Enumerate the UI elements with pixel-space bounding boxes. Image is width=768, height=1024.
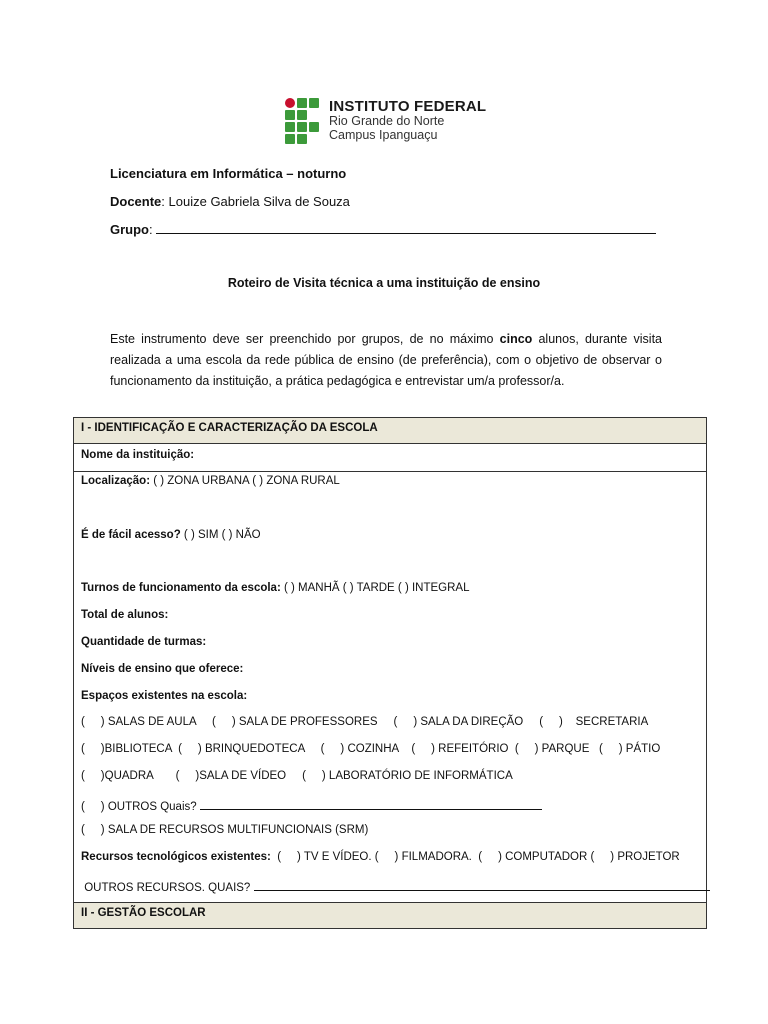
total-students-field[interactable]: Total de alunos: xyxy=(81,609,169,621)
institution-logo xyxy=(285,92,495,150)
group-blank-line[interactable] xyxy=(156,221,656,234)
spaces-label: Espaços existentes na escola: xyxy=(81,690,248,702)
group-line: Grupo: xyxy=(110,221,658,237)
spaces-options-row-3[interactable]: ( )QUADRA ( )SALA DE VÍDEO ( ) LABORATÓRIO DE INFORMÁTICA xyxy=(81,770,513,782)
intro-paragraph: Este instrumento deve ser preenchido por grupos, de no máximo cinco alunos, durante visita realizada a uma escola da rede pública de ensino (de preferência), com o objetivo de observar o funcionamento da instituição, a prática pedagógica e entrevistar um/a professor/a. xyxy=(110,332,662,388)
location-row[interactable]: Localização: ( ) ZONA URBANA ( ) ZONA RURAL xyxy=(81,475,340,487)
logo-title: INSTITUTO FEDERAL xyxy=(329,98,487,115)
other-resources-blank-line xyxy=(254,878,710,891)
tech-resources-row[interactable]: Recursos tecnológicos existentes: ( ) TV E VÍDEO. ( ) FILMADORA. ( ) COMPUTADOR ( ) PROJETOR xyxy=(81,851,680,863)
institution-name-field[interactable]: Nome da instituição: xyxy=(74,444,706,472)
spaces-options-row-2[interactable]: ( )BIBLIOTECA ( ) BRINQUEDOTECA ( ) COZINHA ( ) REFEITÓRIO ( ) PARQUE ( ) PÁTIO xyxy=(81,743,661,755)
srm-option-row[interactable]: ( ) SALA DE RECURSOS MULTIFUNCIONAIS (SRM) xyxy=(81,824,369,836)
shifts-row[interactable]: Turnos de funcionamento da escola: ( ) MANHÃ ( ) TARDE ( ) INTEGRAL xyxy=(81,582,470,594)
course-line: Licenciatura em Informática – noturno xyxy=(110,166,347,181)
section-school-management-header: II - GESTÃO ESCOLAR xyxy=(74,902,706,928)
spaces-options-row-1[interactable]: ( ) SALAS DE AULA ( ) SALA DE PROFESSORES ( ) SALA DA DIREÇÃO ( ) SECRETARIA xyxy=(81,716,649,728)
document-title: Roteiro de Visita técnica a uma instituição de ensino xyxy=(227,276,541,290)
class-count-field[interactable]: Quantidade de turmas: xyxy=(81,636,207,648)
logo-state: Rio Grande do Norte xyxy=(329,114,445,128)
access-row[interactable]: É de fácil acesso? ( ) SIM ( ) NÃO xyxy=(81,529,261,541)
logo-mark-icon xyxy=(285,98,319,144)
section-identification-header: I - IDENTIFICAÇÃO E CARACTERIZAÇÃO DA ESCOLA xyxy=(74,418,706,444)
teacher-line: Docente: Louize Gabriela Silva de Souza xyxy=(110,194,350,209)
other-resources-row[interactable]: OUTROS RECURSOS. QUAIS? xyxy=(74,878,706,894)
logo-campus: Campus Ipanguaçu xyxy=(329,128,438,142)
school-form xyxy=(73,417,707,929)
other-spaces-row[interactable]: ( ) OUTROS Quais? xyxy=(74,797,706,813)
other-spaces-blank-line xyxy=(200,797,542,810)
teaching-levels-field[interactable]: Níveis de ensino que oferece: xyxy=(81,663,244,675)
